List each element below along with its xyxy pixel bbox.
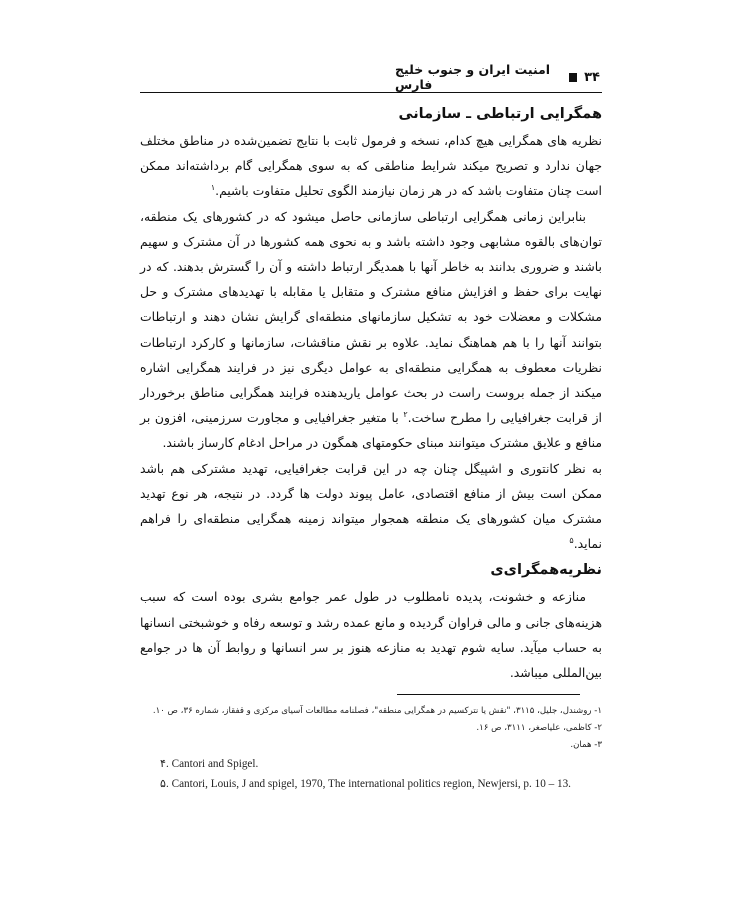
paragraph-text: با متغیر جغرافیایی و مجاورت سرزمینی، افزون بر منافع و علایق مشترک میتوانند مبنای حکومتهای همگون در مراحل ادغام کارساز باشند. [140,410,602,451]
paragraph [140,456,602,557]
paragraph [140,128,602,204]
header-divider [140,92,602,93]
footnote: ۱- روشندل، جلیل، ۳۱۱۵، "نقش یا نترکسیم در همگرایی منطقه"، فصلنامه مطالعات آسیای مرکزی و قفقاز، شماره ۳۶، ص ۱۰. [152,706,602,716]
paragraph [140,204,602,456]
section-heading: همگرایی ارتباطی ـ سازمانی [398,106,602,122]
footnote: ۲- کاظمی، علیاصغر، ۳۱۱۱، ص ۱۶. [476,723,602,733]
paragraph-text: منازعه و خشونت، پدیده نامطلوب در طول عمر جوامع بشری بوده است که سبب هزینه‌های جانی و مالی فراوان گردیده و مانع عمده رشد و توسعه رفاه و خوشبختی انسانها به حساب میآید. سایه شوم تهدید به منازعه هنوز بر سر انسانها و روابط آن ها در جوامع بین‌المللی میباشد. [140,589,602,681]
footnote-marker: ۱ [210,183,216,193]
running-header [395,62,600,92]
footnote: ۳- همان. [570,740,602,750]
paragraph-text: به نظر کانتوری و اشپیگل چنان چه در این قرابت جغرافیایی، تهدید مشترکی هم باشد ممکن است بیش از منافع اقتصادی، عامل پیوند دولت ها گردد. در نتیجه، هر نوع تهدید مشترک میان کشورهای یک منطقه همجوار میتواند زمینه همگرایی منطقه‌ای را فراهم نماید. [140,460,602,552]
paragraph-text: بنابراین زمانی همگرایی ارتباطی سازمانی حاصل میشود که در کشورهای یک منطقه، توان‌های بالقوه مشابهی وجود داشته باشد و به نحوی همه کشورها در آن مشترک و سهیم باشند و ضروری بدانند به خاطر آنها با همدیگر ارتباط داشته و آن را گسترش بدهند. که در نهایت برای حفظ و افزایش منافع مشترک و متقابل یا مقابله با تهدیدهای مشترک و حل مشکلات و معضلات خود به تشکیل سازمانهای منطقه‌ای گرایش نشان دهند و ارتباطات بتوانند آنها را با هم هماهنگ نماید. علاوه بر نقش مناقشات، سازمانها و کارکرد ارتباطات نظریات معطوف به همگرایی منطقه‌ای به عوامل دیگری نیز در فرایند همگرایی اشاره میکند از جمله بروست راست در بحث عوامل یاریدهنده فرایند همگرایی مناطق برخوردار از قرابت جغرافیایی را مطرح ساخت. [140,208,602,426]
main-text [140,100,602,685]
square-bullet-icon [569,73,577,82]
footnote: ۵. Cantori, Louis, J and spigel, 1970, The international politics region, Newjersi, p. 10 – 13. [160,778,571,790]
footnote-divider [397,694,580,695]
footnote-marker: ۲ [403,410,408,420]
paragraph [140,584,602,685]
page-number: ۳۴ [584,69,600,85]
footnote: ۴. Cantori and Spigel. [160,758,259,770]
book-title: امنیت ایران و جنوب خلیج فارس [395,62,551,92]
footnote-marker: ۵ [569,536,574,546]
footnotes [140,703,602,794]
section-heading: نظریه‌همگرای‌ی [490,562,602,579]
paragraph-text: نظریه های همگرایی هیچ کدام، نسخه و فرمول ثابت با نتایج تضمین‌شده در مناطق مختلف جهان ندارد و تصریح میکند شرایط مناطقی که به سوی همگرایی گام برداشته‌اند ممکن است چنان متفاوت باشد که در هر زمان نیازمند الگوی تحلیل متفاوت باشیم. [140,133,602,199]
